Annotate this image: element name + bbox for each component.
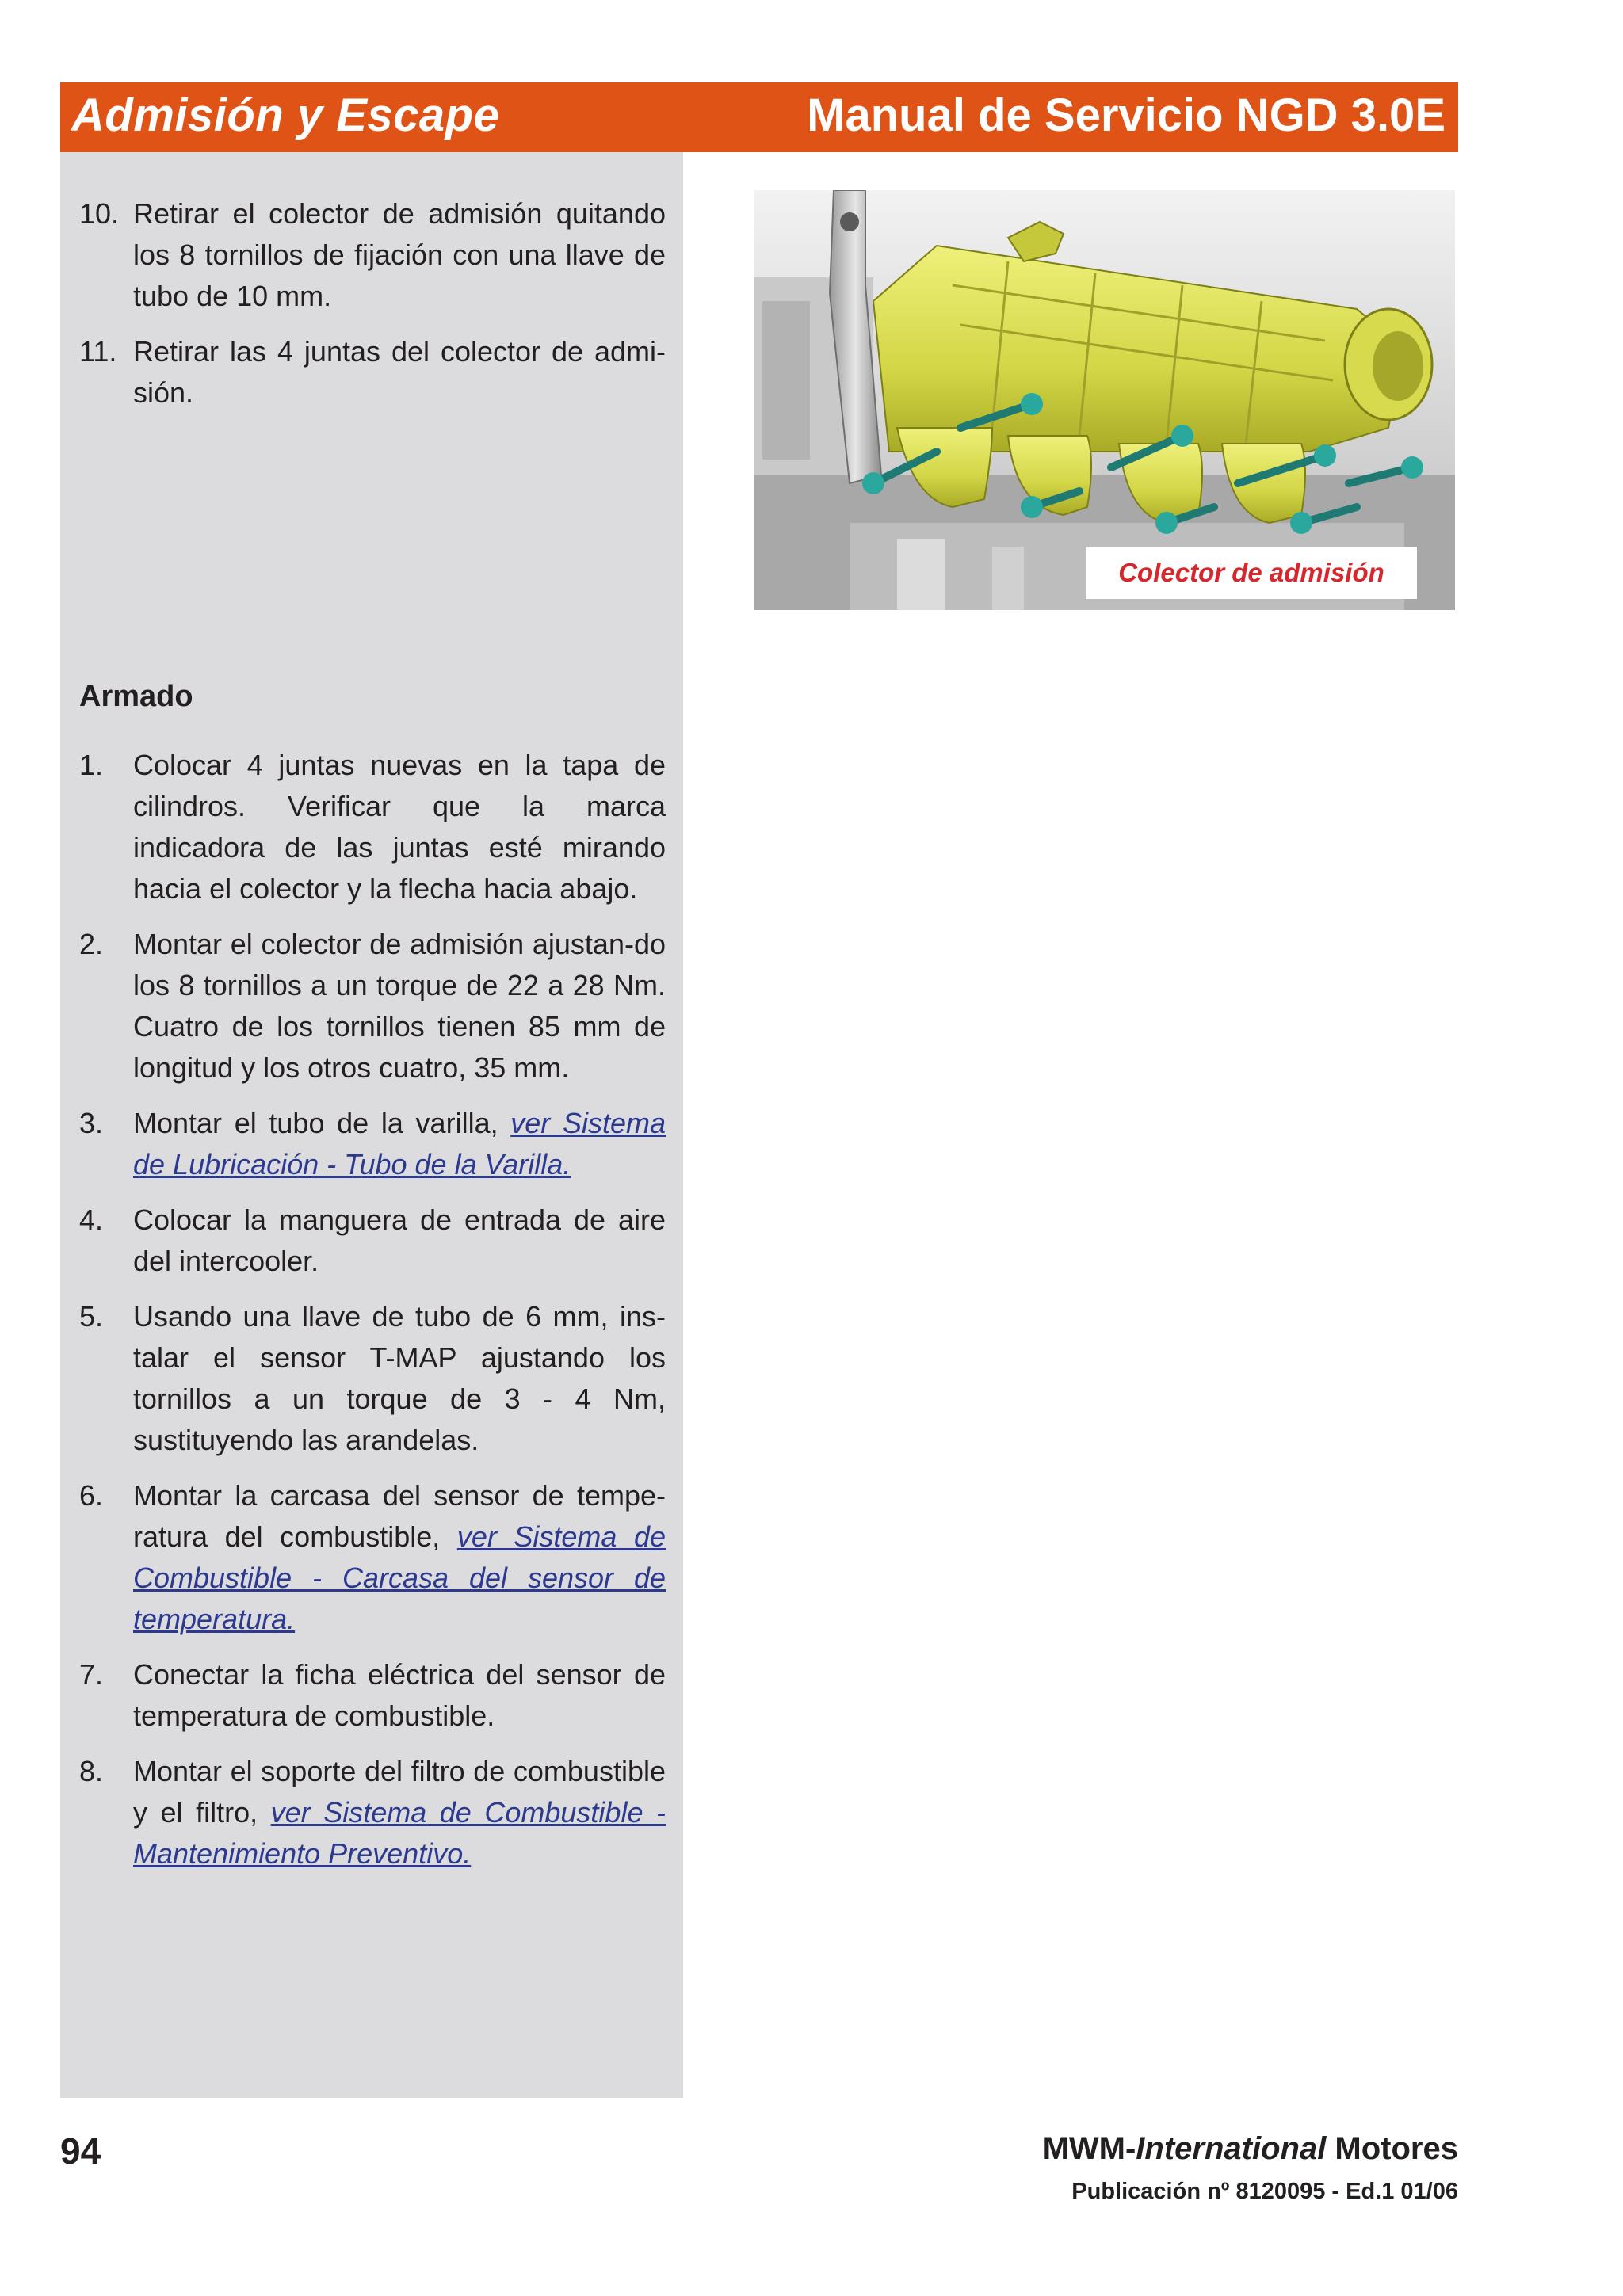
- section-title: Admisión y Escape: [71, 90, 500, 141]
- step-number: 4.: [79, 1203, 104, 1236]
- brand-suffix: Motores: [1326, 2131, 1458, 2166]
- brand-line: [1043, 2131, 1458, 2167]
- link-combustible-mantenimiento[interactable]: ver Sistema de Combustible - Mantenimiento Preventivo.: [133, 1796, 666, 1870]
- armado-heading: Armado: [79, 680, 193, 713]
- figure-label: Colector de admisión: [1086, 547, 1417, 599]
- step-number: 3.: [79, 1107, 104, 1139]
- step-number: 1.: [79, 749, 104, 781]
- step-number: 2.: [79, 928, 104, 960]
- step-text-plain: Montar el tubo de la varilla,: [133, 1107, 511, 1139]
- step-text: Retirar el colector de admisión quitando los 8 tornillos de fijación con una llave de tubo de 10 mm.: [133, 197, 666, 312]
- brand-prefix: MWM-: [1042, 2131, 1136, 2166]
- step-text-plain: Montar la carcasa del sensor de tempe-ratura del combustible,: [133, 1479, 666, 1553]
- brand-italic: International: [1136, 2131, 1327, 2166]
- armado-step-2: [79, 924, 666, 1089]
- step-text: Usando una llave de tubo de 6 mm, ins-talar el sensor T-MAP ajustando los tornillos a un torque de 3 - 4 Nm, sustituyendo las arandelas.: [133, 1300, 666, 1456]
- step-number: 7.: [79, 1658, 104, 1691]
- step-text: [133, 1475, 666, 1640]
- step-text: Colocar la manguera de entrada de aire del intercooler.: [133, 1203, 666, 1277]
- link-combustible-carcasa-sensor[interactable]: ver Sistema de Combustible - Carcasa del sensor de temperatura.: [133, 1520, 666, 1635]
- publication-info: Publicación nº 8120095 - Ed.1 01/06: [1071, 2179, 1458, 2204]
- page-number: 94: [60, 2130, 101, 2172]
- header-bar: [60, 82, 1458, 152]
- step-text: Conectar la ficha eléctrica del sensor de temperatura de combustible.: [133, 1658, 666, 1732]
- armado-step-8: [79, 1751, 666, 1875]
- link-lubricacion-tubo-varilla[interactable]: ver Sistema de Lubricación - Tubo de la Varilla.: [133, 1107, 666, 1180]
- step-text-plain: Montar el soporte del filtro de combustible y el filtro,: [133, 1755, 666, 1829]
- step-number: 8.: [79, 1755, 104, 1787]
- step-number: 10.: [79, 197, 120, 230]
- step-number: 6.: [79, 1479, 104, 1512]
- armado-step-6: [79, 1475, 666, 1640]
- step-10: [79, 193, 666, 317]
- step-number: 11.: [79, 335, 117, 368]
- step-text: Retirar las 4 juntas del colector de admi-sión.: [133, 335, 666, 409]
- step-text: [133, 1751, 666, 1875]
- step-text: [133, 1103, 666, 1185]
- intake-manifold-figure: [754, 190, 1455, 610]
- step-11: [79, 331, 666, 414]
- step-number: 5.: [79, 1300, 104, 1333]
- step-text: Colocar 4 juntas nuevas en la tapa de cilindros. Verificar que la marca indicadora de las juntas esté mirando hacia el colector y la flecha hacia abajo.: [133, 749, 666, 905]
- armado-step-1: [79, 745, 666, 910]
- disassembly-steps: [79, 193, 666, 428]
- armado-step-4: [79, 1199, 666, 1282]
- armado-step-3: [79, 1103, 666, 1185]
- step-text: Montar el colector de admisión ajustan-do los 8 tornillos a un torque de 22 a 28 Nm. Cuatro de los tornillos tienen 85 mm de longitud y los otros cuatro, 35 mm.: [133, 928, 666, 1084]
- armado-step-5: [79, 1296, 666, 1461]
- assembly-steps: [79, 745, 666, 1889]
- manual-title: Manual de Servicio NGD 3.0E: [807, 90, 1445, 141]
- armado-step-7: [79, 1654, 666, 1737]
